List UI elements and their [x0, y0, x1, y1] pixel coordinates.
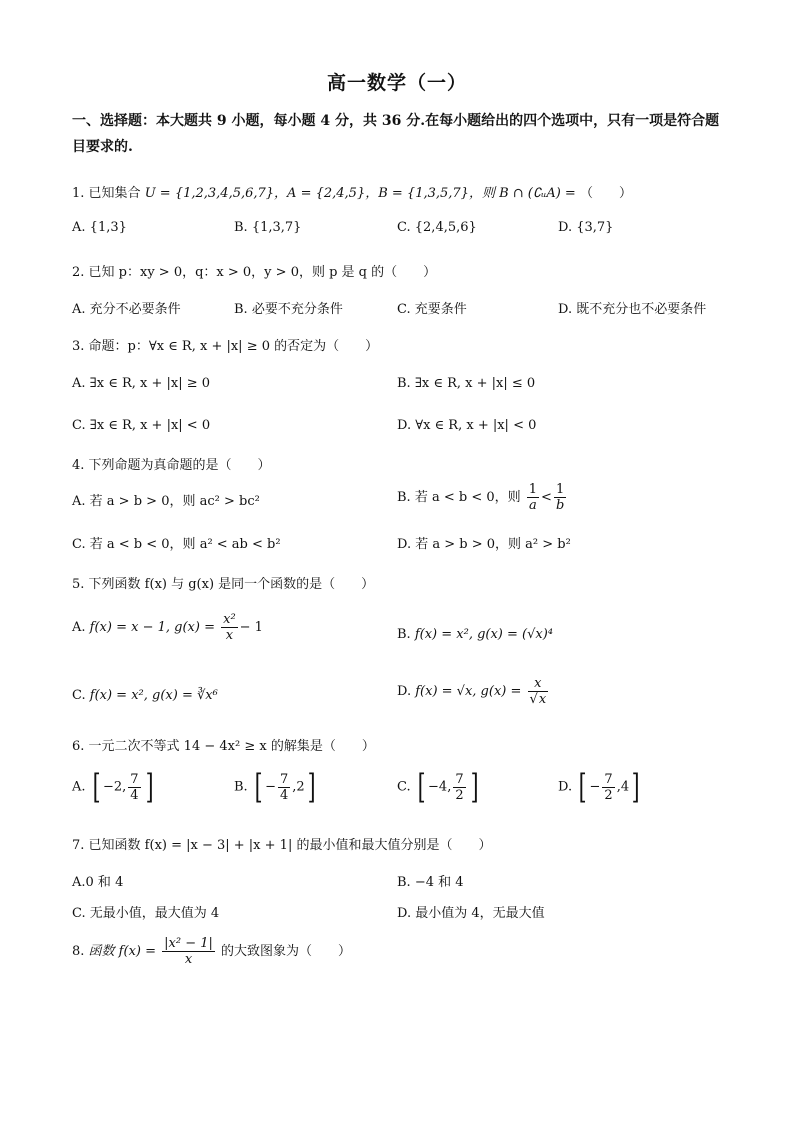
question-paren: （ ）: [579, 186, 632, 201]
question-1: [72, 182, 632, 201]
q1-option-c[interactable]: C. {2,4,5,6}: [397, 220, 477, 235]
q4-option-a[interactable]: A. 若 a > b > 0，则 ac² > bc²: [72, 494, 260, 509]
question-stem: 已知集合: [88, 186, 141, 201]
q1-option-a[interactable]: A. {1,3}: [72, 220, 127, 235]
page-title: 高一数学（一）: [326, 72, 467, 94]
q3-option-b[interactable]: B. ∃x ∈ R, x + |x| ≤ 0: [397, 376, 536, 391]
question-math: U = {1,2,3,4,5,6,7}，A = {2,4,5}，B = {1,3,5,7}，则 B ∩ (∁ᵤA) =: [144, 186, 576, 201]
q1-option-d[interactable]: D. {3,7}: [558, 220, 614, 235]
question-stem: 下列命题为真命题的是（ ）: [88, 458, 271, 473]
question-number: 1.: [72, 186, 85, 201]
question-3: 3. 命题：p：∀x ∈ R, x + |x| ≥ 0 的否定为（ ）: [72, 339, 379, 354]
q5-option-d[interactable]: D. f(x) = √x, g(x) = $\frac{x}{√x}$: [397, 676, 547, 707]
question-2: 2. 已知 p：xy > 0，q：x > 0，y > 0，则 p 是 q 的（ ）: [72, 265, 437, 280]
question-stem: 已知函数 f(x) = |x − 3| + |x + 1| 的最小值和最大值分别是（ ）: [88, 838, 492, 853]
question-6: 6. 一元二次不等式 14 − 4x² ≥ x 的解集是（ ）: [72, 739, 375, 754]
q6-option-a[interactable]: A. [ −2, $\frac{7}{4}$ ]: [72, 767, 154, 807]
question-5: 5. 下列函数 f(x) 与 g(x) 是同一个函数的是（ ）: [72, 577, 375, 592]
q6-option-c[interactable]: C. [ −4, $\frac{7}{2}$ ]: [397, 767, 479, 807]
q1-option-b[interactable]: B. {1,3,7}: [234, 220, 302, 235]
q2-option-b[interactable]: B. 必要不充分条件: [234, 302, 343, 317]
question-stem: 命题：p：∀x ∈ R, x + |x| ≥ 0 的否定为（ ）: [88, 339, 379, 354]
q5-option-a[interactable]: A. f(x) = x − 1, g(x) = $\frac{\text{x²}}{x}$ − 1: [72, 612, 263, 643]
q4-option-b[interactable]: B. 若 a < b < 0，则 $\frac{1}{a}$ < $\frac{1}{b}$: [397, 482, 565, 513]
q3-option-c[interactable]: C. ∃x ∈ R, x + |x| < 0: [72, 418, 211, 433]
q5-option-b[interactable]: B. f(x) = x², g(x) = (√x)⁴: [397, 627, 554, 642]
q7-option-a[interactable]: A.0 和 4: [72, 875, 124, 890]
q7-option-c[interactable]: C. 无最小值，最大值为 4: [72, 906, 220, 921]
question-7: 7. 已知函数 f(x) = |x − 3| + |x + 1| 的最小值和最大值分别是（ ）: [72, 838, 492, 853]
section-header: 一、选择题：本大题共 9 小题，每小题 4 分，共 36 分.在每小题给出的四个选项中，只有一项是符合题目要求的.: [72, 113, 720, 155]
question-stem: 下列函数 f(x) 与 g(x) 是同一个函数的是（ ）: [88, 577, 375, 592]
question-4: 4. 下列命题为真命题的是（ ）: [72, 458, 271, 473]
q5-option-c[interactable]: C. f(x) = x², g(x) = ∛x⁶: [72, 688, 218, 703]
q2-option-a[interactable]: A. 充分不必要条件: [72, 302, 181, 317]
question-8: 8. 函数 f(x) = $\frac{\text{|x² − 1|}}{x}$ 的大致图象为（ ）: [72, 936, 352, 967]
q6-option-b[interactable]: B. [ − $\frac{7}{4}$ ,2]: [234, 767, 316, 807]
question-stem: 函数 f(x) =: [88, 944, 156, 959]
q7-option-d[interactable]: D. 最小值为 4，无最大值: [397, 906, 545, 921]
q3-option-a[interactable]: A. ∃x ∈ R, x + |x| ≥ 0: [72, 376, 211, 391]
q4-option-c[interactable]: C. 若 a < b < 0，则 a² < ab < b²: [72, 537, 281, 552]
question-stem: 一元二次不等式 14 − 4x² ≥ x 的解集是（ ）: [88, 739, 375, 754]
question-stem: 已知 p：xy > 0，q：x > 0，y > 0，则 p 是 q 的（ ）: [88, 265, 437, 280]
q2-option-c[interactable]: C. 充要条件: [397, 302, 467, 317]
q3-option-d[interactable]: D. ∀x ∈ R, x + |x| < 0: [397, 418, 537, 433]
q4-option-d[interactable]: D. 若 a > b > 0，则 a² > b²: [397, 537, 571, 552]
q6-option-d[interactable]: D. [ − $\frac{7}{2}$ ,4]: [558, 767, 640, 807]
q2-option-d[interactable]: D. 既不充分也不必要条件: [558, 302, 707, 317]
q7-option-b[interactable]: B. −4 和 4: [397, 875, 464, 890]
